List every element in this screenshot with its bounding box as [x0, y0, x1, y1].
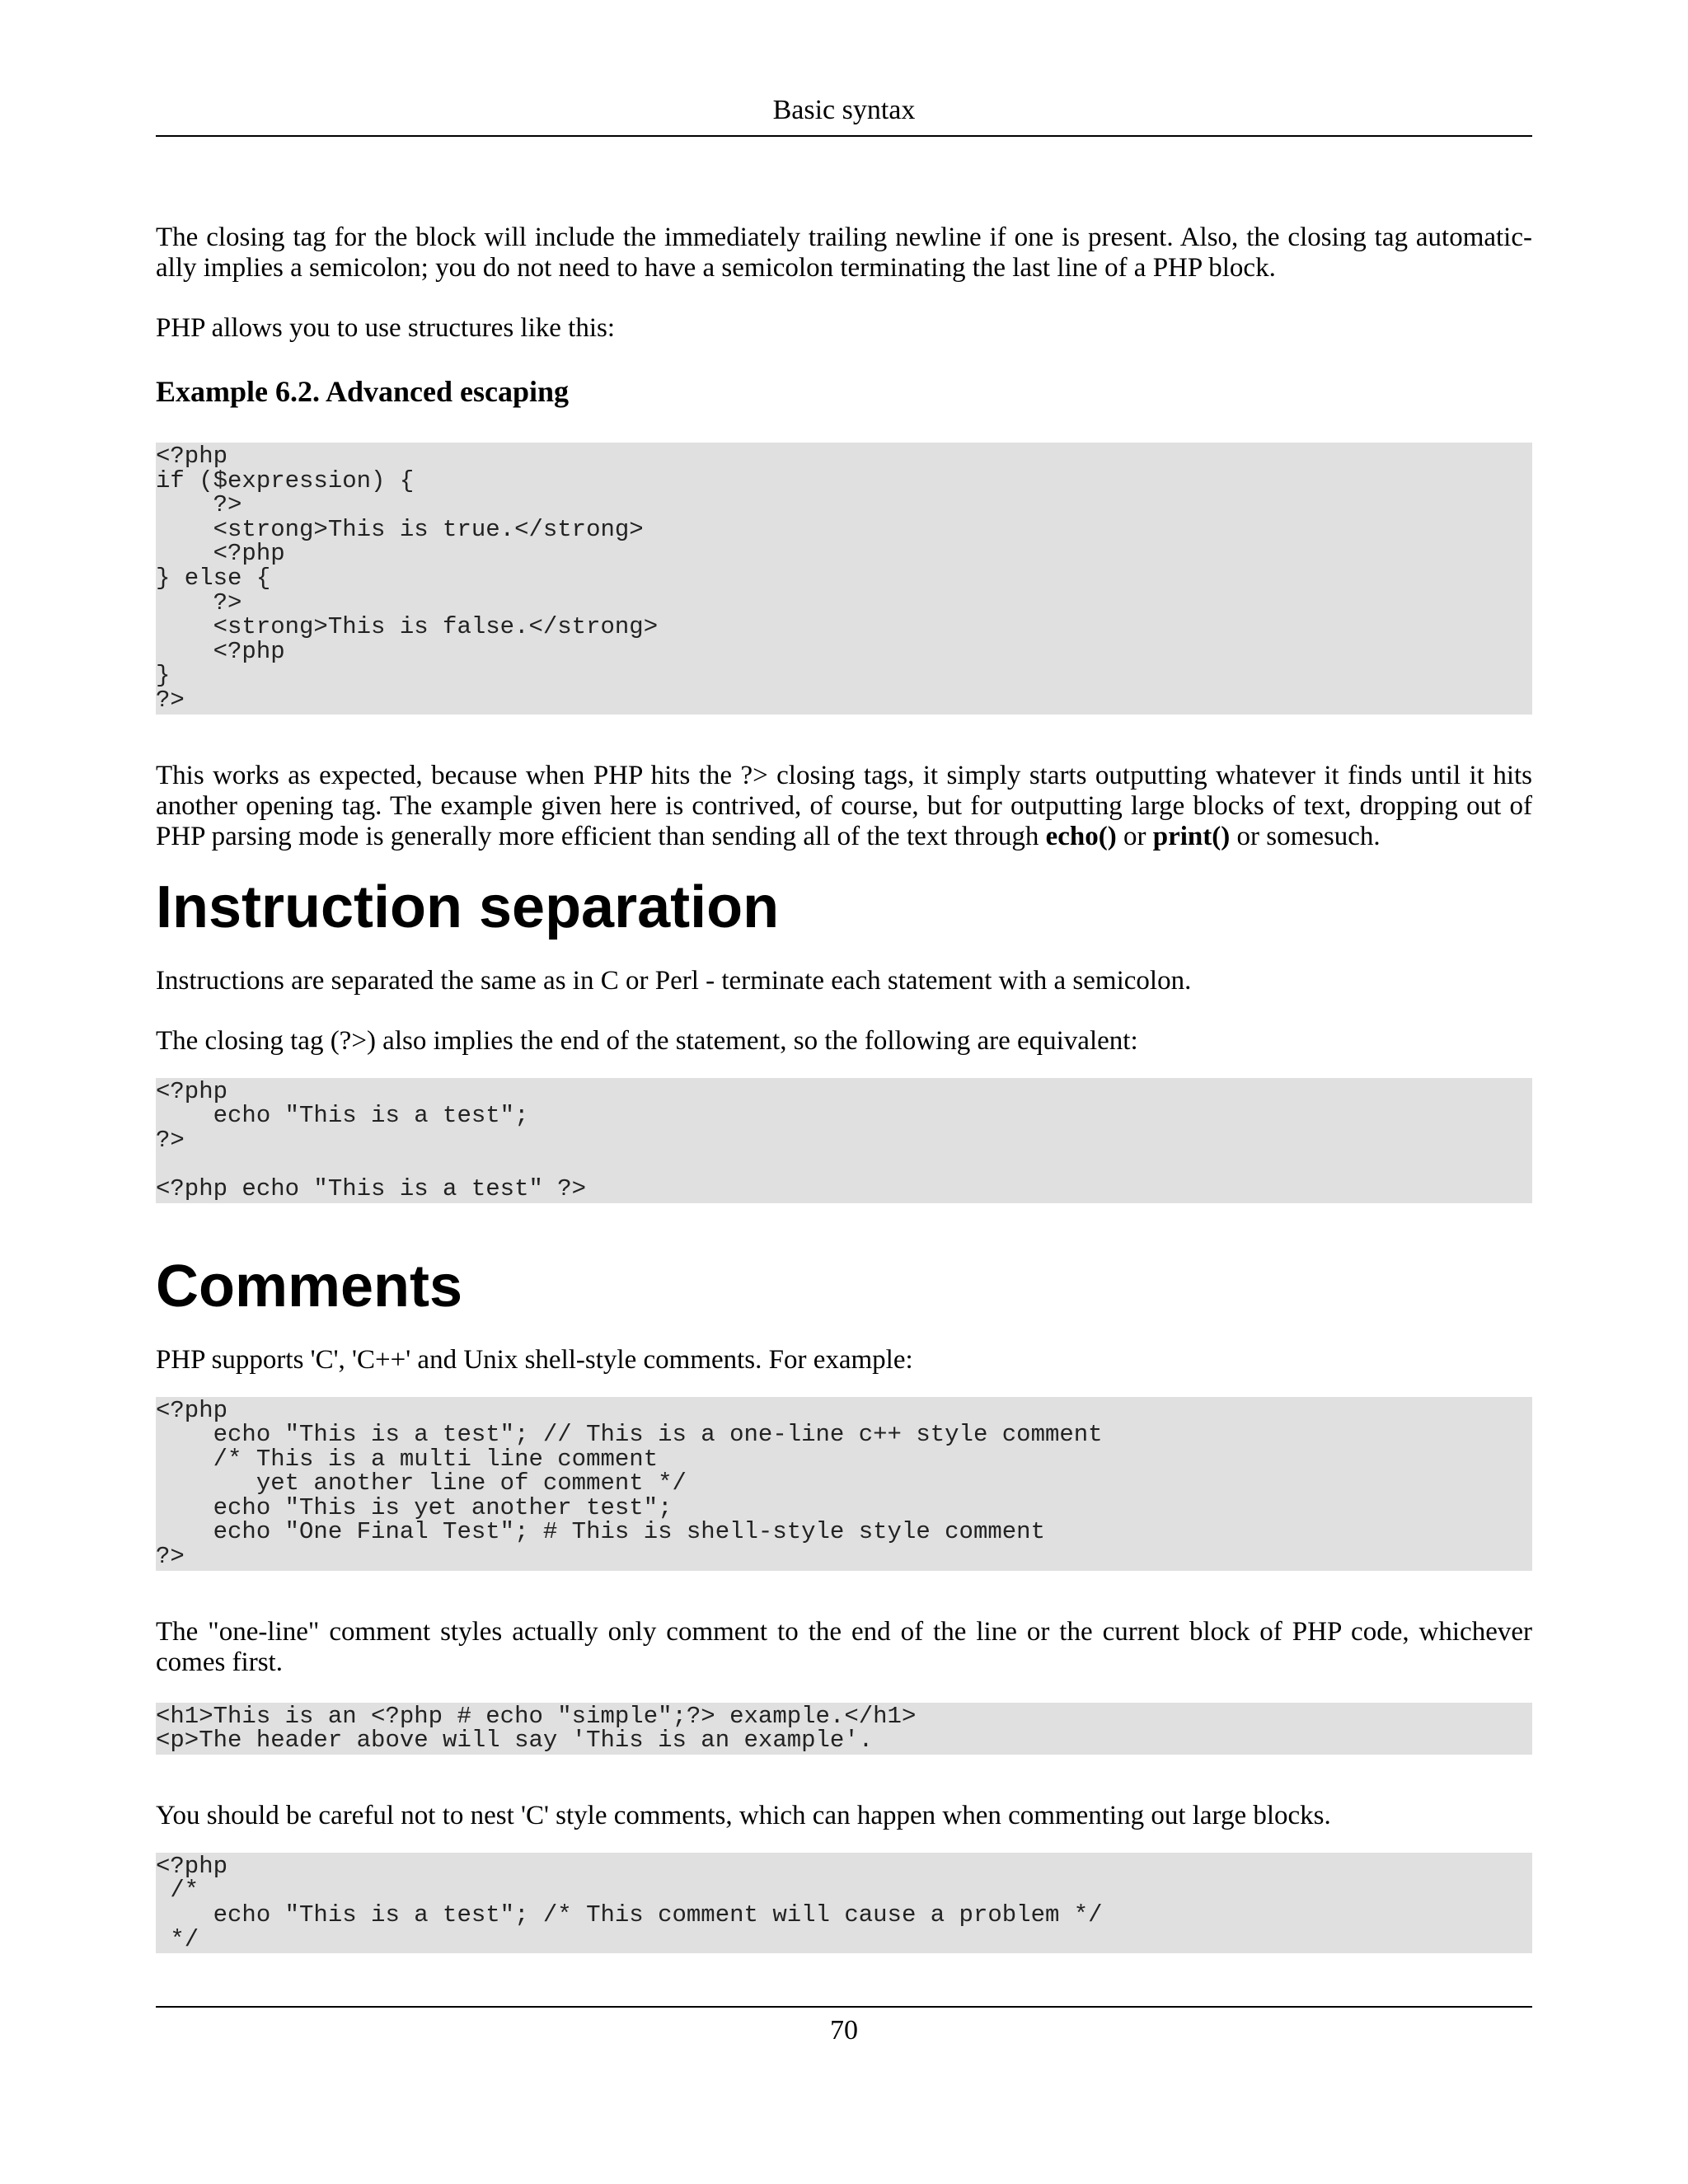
heading-comments: Comments [156, 1253, 463, 1319]
after-example-text: This works as expected, because when PHP hits the ?> closing tags, it simply starts outputting whatever it finds until it hits another opening tag. The example given here is contrived, of course, but for outputting large blocks of text, dropping out of PHP parsing mode is generally more efficient than sending all of the text through [156, 760, 1532, 851]
code-block-instruction-separation: <?php echo "This is a test"; ?> <?php echo "This is a test" ?> [156, 1078, 1532, 1203]
after-example-paragraph [156, 761, 1532, 852]
comments-paragraph-2: The "one-line" comment styles actually only comment to the end of the line or the current block of PHP code, whichever comes first. [156, 1616, 1532, 1677]
intro-paragraph-1: The closing tag for the block will include the immediately trailing newline if one is present. Also, the closing tag automatically implies a semicolon; you do not need to have a semicolon terminating the last line of a PHP block. [156, 223, 1532, 283]
or-text: or [1116, 821, 1153, 851]
header-title: Basic syntax [772, 95, 916, 125]
page-footer [156, 2006, 1532, 2049]
code-block-nested-comments: <?php /* echo "This is a test"; /* This comment will cause a problem */ */ [156, 1853, 1532, 1953]
intro-paragraph-2: PHP allows you to use structures like this: [156, 313, 616, 343]
heading-instruction-separation: Instruction separation [156, 874, 780, 940]
print-function: print() [1152, 821, 1231, 851]
page-content [156, 223, 1532, 1999]
after-example-end: or somesuch. [1230, 821, 1381, 851]
code-block-advanced-escaping: <?php if ($expression) { ?> <strong>This is true.</strong> <?php } else { ?> <strong>This is false.</strong> <?php } ?> [156, 443, 1532, 715]
page-header [156, 92, 1532, 137]
code-block-one-line-comment: <h1>This is an <?php # echo "simple";?> example.</h1> <p>The header above will say 'This is an example'. [156, 1703, 1532, 1755]
echo-function: echo() [1045, 821, 1117, 851]
instruction-paragraph-1: Instructions are separated the same as in C or Perl - terminate each statement with a semicolon. [156, 965, 1192, 996]
comments-paragraph-3: You should be careful not to nest 'C' style comments, which can happen when commenting out large blocks. [156, 1800, 1331, 1830]
page-number: 70 [830, 2015, 858, 2046]
example-title: Example 6.2. Advanced escaping [156, 375, 570, 408]
comments-paragraph-1: PHP supports 'C', 'C++' and Unix shell-style comments. For example: [156, 1344, 913, 1375]
code-block-comments: <?php echo "This is a test"; // This is a one-line c++ style comment /* This is a multi line comment yet another line of comment */ echo "This is yet another test"; echo "One Final Test"; # This is shell-style style comment ?> [156, 1397, 1532, 1571]
instruction-paragraph-2: The closing tag (?>) also implies the end of the statement, so the following are equivalent: [156, 1025, 1138, 1056]
